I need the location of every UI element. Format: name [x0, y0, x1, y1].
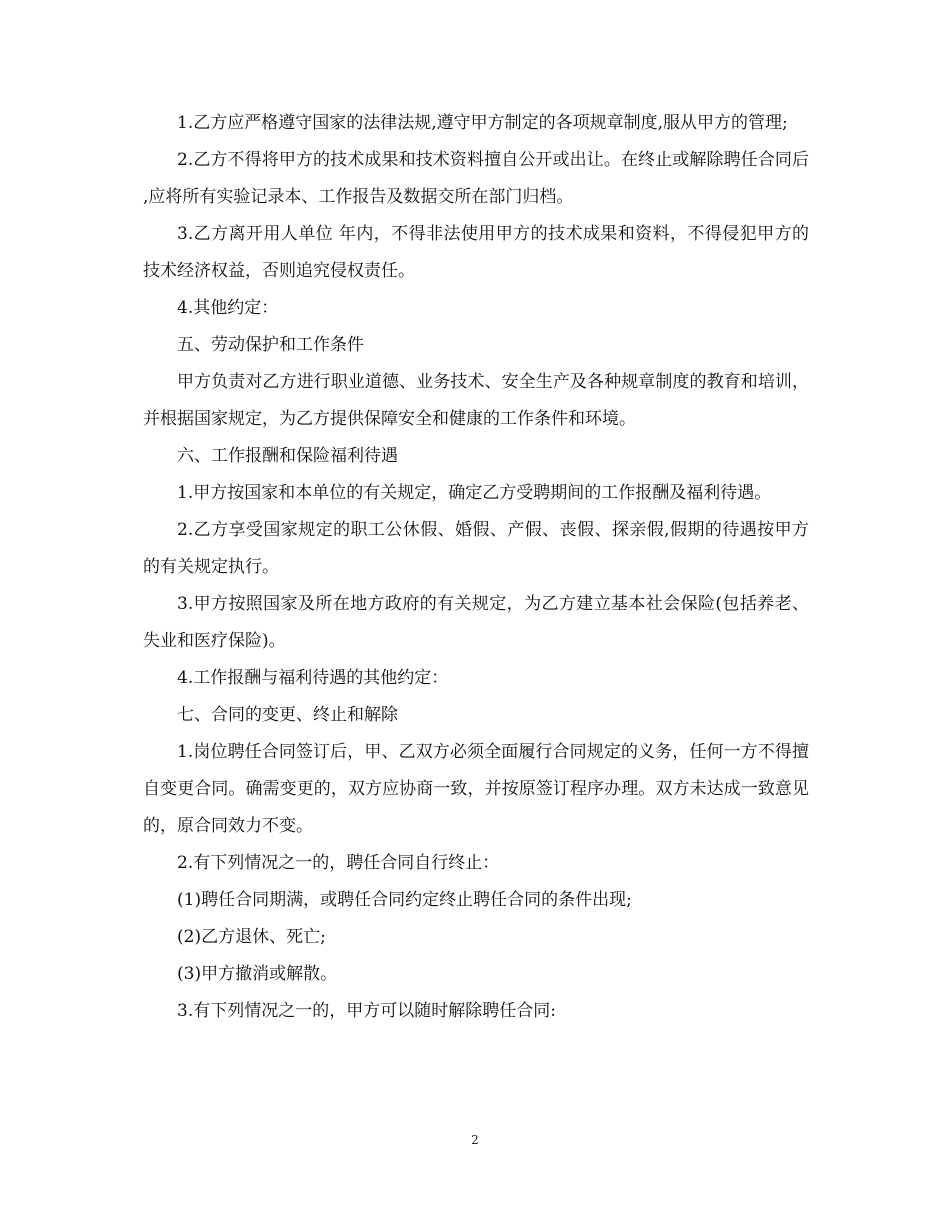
- paragraph-section-7-2: 2.有下列情况之一的，聘任合同自行终止：: [177, 853, 500, 873]
- paragraph-section-5: 甲方负责对乙方进行职业道德、业务技术、安全生产及各种规章制度的教育和培训，并根据国家规定，为乙方提供保障安全和健康的工作条件和环境。: [143, 372, 809, 429]
- paragraph-clause-1: 1.乙方应严格遵守国家的法律法规,遵守甲方制定的各项规章制度,服从甲方的管理;: [177, 113, 788, 133]
- paragraph-clause-3: 3.乙方离开用人单位 年内，不得非法使用甲方的技术成果和资料，不得侵犯甲方的技术经济权益，否则追究侵权责任。: [143, 224, 809, 281]
- paragraph-section-6-4: 4.工作报酬与福利待遇的其他约定：: [177, 668, 449, 688]
- paragraph-clause-2: 2.乙方不得将甲方的技术成果和技术资料擅自公开或出让。在终止或解除聘任合同后,应将所有实验记录本、工作报告及数据交所在部门归档。: [143, 150, 809, 207]
- list-item-7-2-2: (2)乙方退休、死亡;: [177, 927, 326, 947]
- paragraph-section-7-1: 1.岗位聘任合同签订后，甲、乙双方必须全面履行合同规定的义务，任何一方不得擅自变更合同。确需变更的，双方应协商一致，并按原签订程序办理。双方未达成一致意见的，原合同效力不变。: [143, 742, 809, 836]
- paragraph-section-6-3: 3.甲方按照国家及所在地方政府的有关规定，为乙方建立基本社会保险(包括养老、失业和医疗保险)。: [143, 594, 809, 651]
- section-heading-6: 六、工作报酬和保险福利待遇: [177, 446, 398, 466]
- paragraph-clause-4: 4.其他约定：: [177, 298, 279, 318]
- page-number: 2: [471, 1133, 479, 1147]
- document-body: [143, 105, 809, 1030]
- section-heading-5: 五、劳动保护和工作条件: [177, 335, 364, 355]
- paragraph-section-6-1: 1.甲方按国家和本单位的有关规定，确定乙方受聘期间的工作报酬及福利待遇。: [177, 483, 772, 503]
- paragraph-section-6-2: 2.乙方享受国家规定的职工公休假、婚假、产假、丧假、探亲假,假期的待遇按甲方的有关规定执行。: [143, 520, 809, 577]
- list-item-7-2-3: (3)甲方撤消或解散。: [177, 964, 338, 984]
- paragraph-section-7-3: 3.有下列情况之一的，甲方可以随时解除聘任合同:: [177, 1001, 556, 1021]
- section-heading-7: 七、合同的变更、终止和解除: [177, 705, 398, 725]
- list-item-7-2-1: (1)聘任合同期满，或聘任合同约定终止聘任合同的条件出现;: [177, 890, 632, 910]
